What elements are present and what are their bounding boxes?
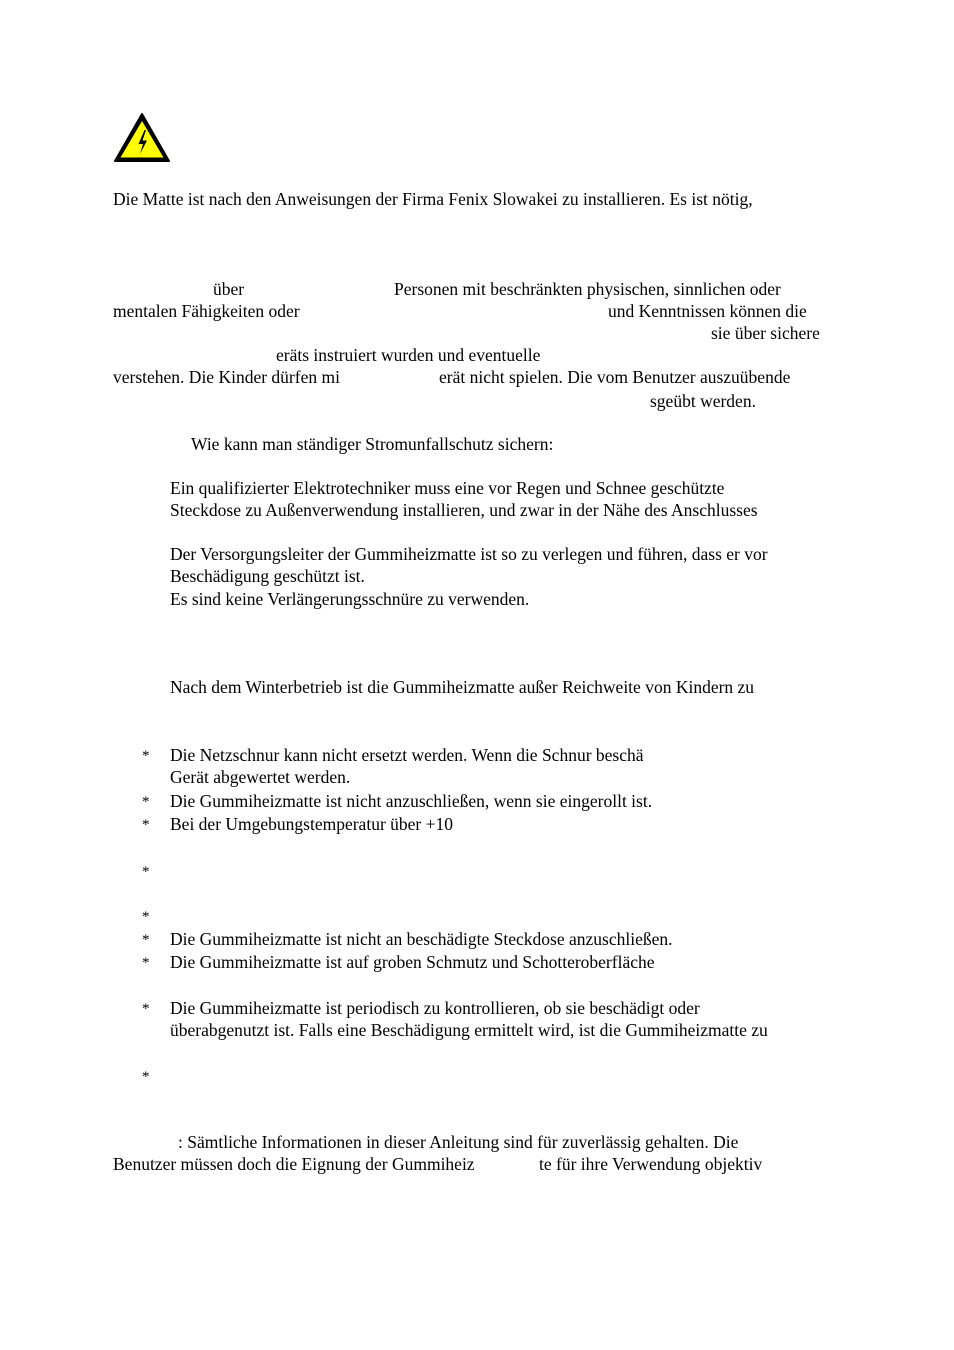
bullet-marker: * <box>142 794 150 810</box>
cable-text-line1: Der Versorgungsleiter der Gummiheizmatte ist so zu verlegen und führen, dass er vor <box>170 544 768 564</box>
protection-question: Wie kann man ständiger Stromunfallschutz sichern: <box>191 434 554 454</box>
electrician-text-line1: Ein qualifizierter Elektrotechniker muss eine vor Regen und Schnee geschützte <box>170 478 725 498</box>
bullet-marker: * <box>142 1069 150 1085</box>
disclaimer-line2b: te für ihre Verwendung objektiv <box>539 1154 763 1174</box>
disclaimer-line1: : Sämtliche Informationen in dieser Anleitung sind für zuverlässig gehalten. Die <box>178 1132 739 1152</box>
bullet-1-line2: Gerät abgewertet werden. <box>170 767 351 787</box>
bullet-6: Die Gummiheizmatte ist nicht an beschädigte Steckdose anzuschließen. <box>170 929 673 949</box>
safety-text-line6: sgeübt werden. <box>650 391 756 411</box>
bullet-marker: * <box>142 932 150 948</box>
bullet-8-line2: überabgenutzt ist. Falls eine Beschädigung ermittelt wird, ist die Gummiheizmatte zu <box>170 1020 768 1040</box>
bullet-marker: * <box>142 1001 150 1017</box>
cable-text-line3: Es sind keine Verlängerungsschnüre zu verwenden. <box>170 589 530 609</box>
winter-text: Nach dem Winterbetrieb ist die Gummiheizmatte außer Reichweite von Kindern zu <box>170 677 755 697</box>
bullet-marker: * <box>142 955 150 971</box>
electrician-text-line2: Steckdose zu Außenverwendung installieren, und zwar in der Nähe des Anschlusses <box>170 500 758 520</box>
intro-text: Die Matte ist nach den Anweisungen der Firma Fenix Slowakei zu installieren. Es ist nötig, <box>113 189 753 209</box>
cable-text-line2: Beschädigung geschützt ist. <box>170 566 365 586</box>
safety-text-line1a: über <box>213 279 245 299</box>
bullet-marker: * <box>142 909 150 925</box>
disclaimer-line2a: Benutzer müssen doch die Eignung der Gummiheiz <box>113 1154 475 1174</box>
bullet-marker: * <box>142 748 150 764</box>
bullet-2: Die Gummiheizmatte ist nicht anzuschließen, wenn sie eingerollt ist. <box>170 791 653 811</box>
safety-text-line5b: erät nicht spielen. Die vom Benutzer auszuübende <box>439 367 791 387</box>
bullet-1-line1: Die Netzschnur kann nicht ersetzt werden. Wenn die Schnur beschä <box>170 745 644 765</box>
safety-text-line2b: und Kenntnissen können die <box>608 301 807 321</box>
bullet-7: Die Gummiheizmatte ist auf groben Schmutz und Schotteroberfläche <box>170 952 655 972</box>
safety-text-line3: sie über sichere <box>711 323 820 343</box>
safety-text-line5a: verstehen. Die Kinder dürfen mi <box>113 367 340 387</box>
high-voltage-warning-icon <box>113 112 171 164</box>
bullet-marker: * <box>142 817 150 833</box>
safety-text-line1b: Personen mit beschränkten physischen, sinnlichen oder <box>394 279 781 299</box>
bullet-3: Bei der Umgebungstemperatur über +10 <box>170 814 453 834</box>
bullet-8-line1: Die Gummiheizmatte ist periodisch zu kontrollieren, ob sie beschädigt oder <box>170 998 700 1018</box>
safety-text-line2a: mentalen Fähigkeiten oder <box>113 301 300 321</box>
safety-text-line4: eräts instruiert wurden und eventuelle <box>276 345 541 365</box>
bullet-marker: * <box>142 864 150 880</box>
